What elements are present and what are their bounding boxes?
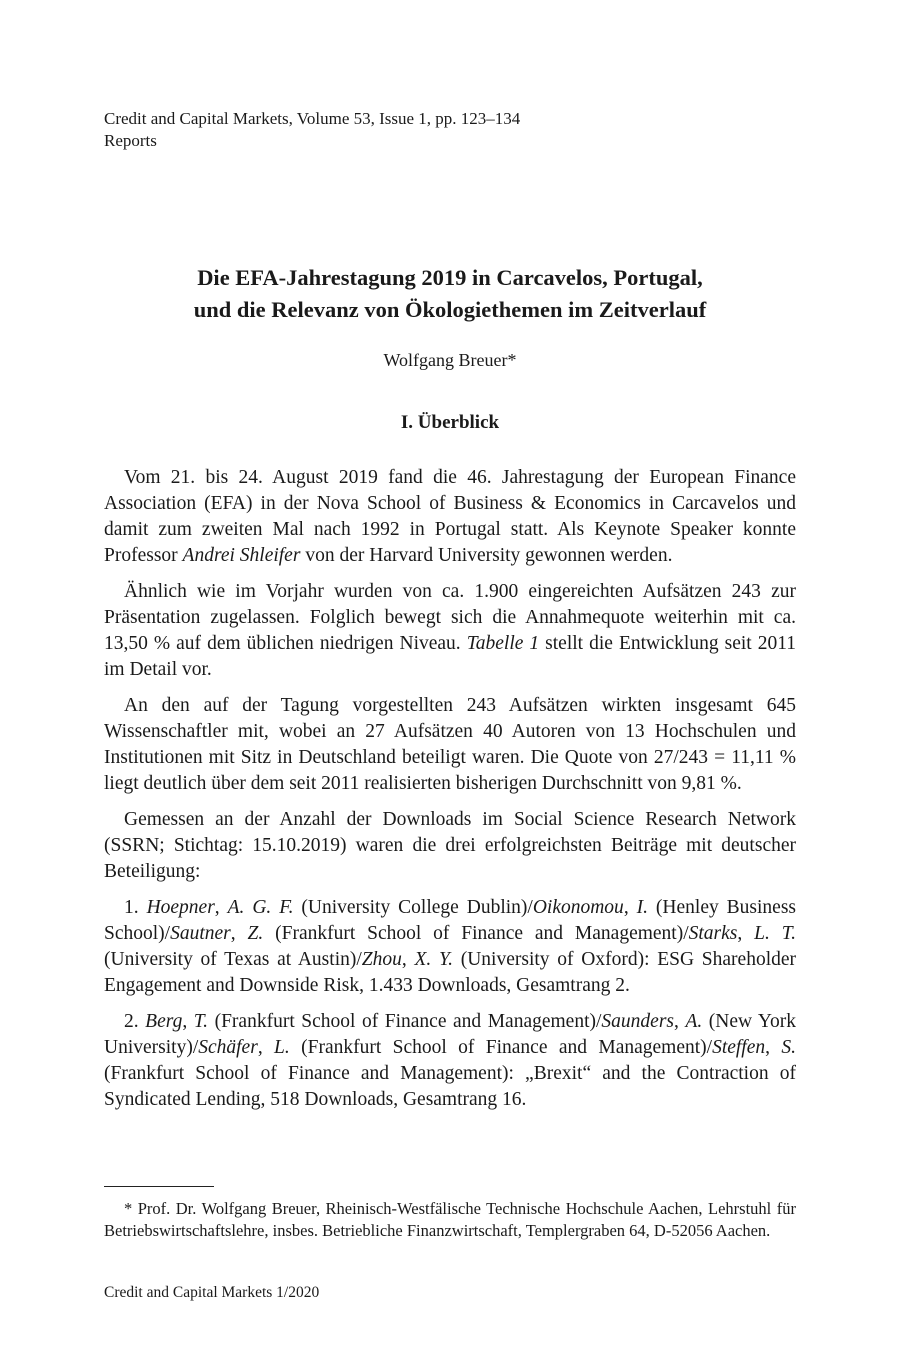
journal-line: Credit and Capital Markets, Volume 53, Issue 1, pp. 123–134: [104, 109, 521, 128]
footnote-divider: [104, 1186, 214, 1187]
author: Wolfgang Breuer*: [383, 350, 517, 370]
paragraph-3: An den auf der Tagung vorgestellten 243 Aufsätzen wirkten insgesamt 645 Wissenschaftler mit, wobei an 27 Aufsätzen 40 Autoren von 13 Hochschulen und Institutionen mit Sitz in Deutschland beteiligt waren. Die Quote von 27/243 = 11,11 % liegt deutlich über dem seit 2011 realisierten bisherigen Durchschnitt von 9,81 %.: [104, 695, 796, 794]
paragraph-4: Gemessen an der Anzahl der Downloads im Social Science Research Network (SSRN; Stichtag: 15.10.2019) waren die drei erfolgreichsten Beiträge mit deutscher Beteiligung:: [104, 809, 796, 882]
table-reference: Tabelle 1: [466, 633, 540, 654]
article-title: [60, 262, 840, 326]
footnote: * Prof. Dr. Wolfgang Breuer, Rheinisch-Westfälische Technische Hochschule Aachen, Lehrstuhl für Betriebswirtschaftslehre, insbes. Betriebliche Finanzwirtschaft, Templergraben 64, D-52056 Aachen.: [104, 1199, 796, 1240]
list-item-1: 1. Hoepner, A. G. F. (University College Dublin)/Oikonomou, I. (Henley Business School)/Sautner, Z. (Frankfurt School of Finance and Management)/Starks, L. T. (University of Texas at Austin)/Zhou, X. Y. (University of Oxford): ESG Shareholder Engagement and Downside Risk, 1.433 Downloads, Gesamtrang 2.: [104, 897, 797, 996]
title-line-2: und die Relevanz von Ökologiethemen im Zeitverlauf: [193, 297, 707, 322]
list-item-2: 2. Berg, T. (Frankfurt School of Finance and Management)/Saunders, A. (New York University)/Schäfer, L. (Frankfurt School of Finance and Management)/Steffen, S. (Frankfurt School of Finance and Management): „Brexit“ and the Contraction of Syndicated Lending, 518 Downloads, Gesamtrang 16.: [104, 1011, 797, 1110]
section-heading: I. Überblick: [400, 412, 500, 433]
running-footer: Credit and Capital Markets 1/2020: [104, 1284, 320, 1301]
title-line-1: Die EFA-Jahrestagung 2019 in Carcavelos, Portugal,: [197, 265, 703, 290]
paragraph-2: Ähnlich wie im Vorjahr wurden von ca. 1.900 eingereichten Aufsätzen 243 zur Präsentation zugelassen. Folglich bewegt sich die Annahmequote weiterhin mit ca. 13,50 % auf dem üblichen niedrigen Niveau. Tabelle 1 stellt die Entwicklung seit 2011 im Detail vor.: [104, 581, 796, 680]
section-label: Reports: [104, 131, 157, 150]
running-header: [104, 108, 520, 152]
keynote-speaker-name: Andrei Shleifer: [182, 545, 301, 566]
body-text: [104, 465, 796, 1123]
paragraph-1: Vom 21. bis 24. August 2019 fand die 46. Jahrestagung der European Finance Association (EFA) in der Nova School of Business & Economics in Carcavelos und damit zum zweiten Mal nach 1992 in Portugal statt. Als Keynote Speaker konnte Professor Andrei Shleifer von der Harvard University gewonnen werden.: [104, 467, 796, 566]
